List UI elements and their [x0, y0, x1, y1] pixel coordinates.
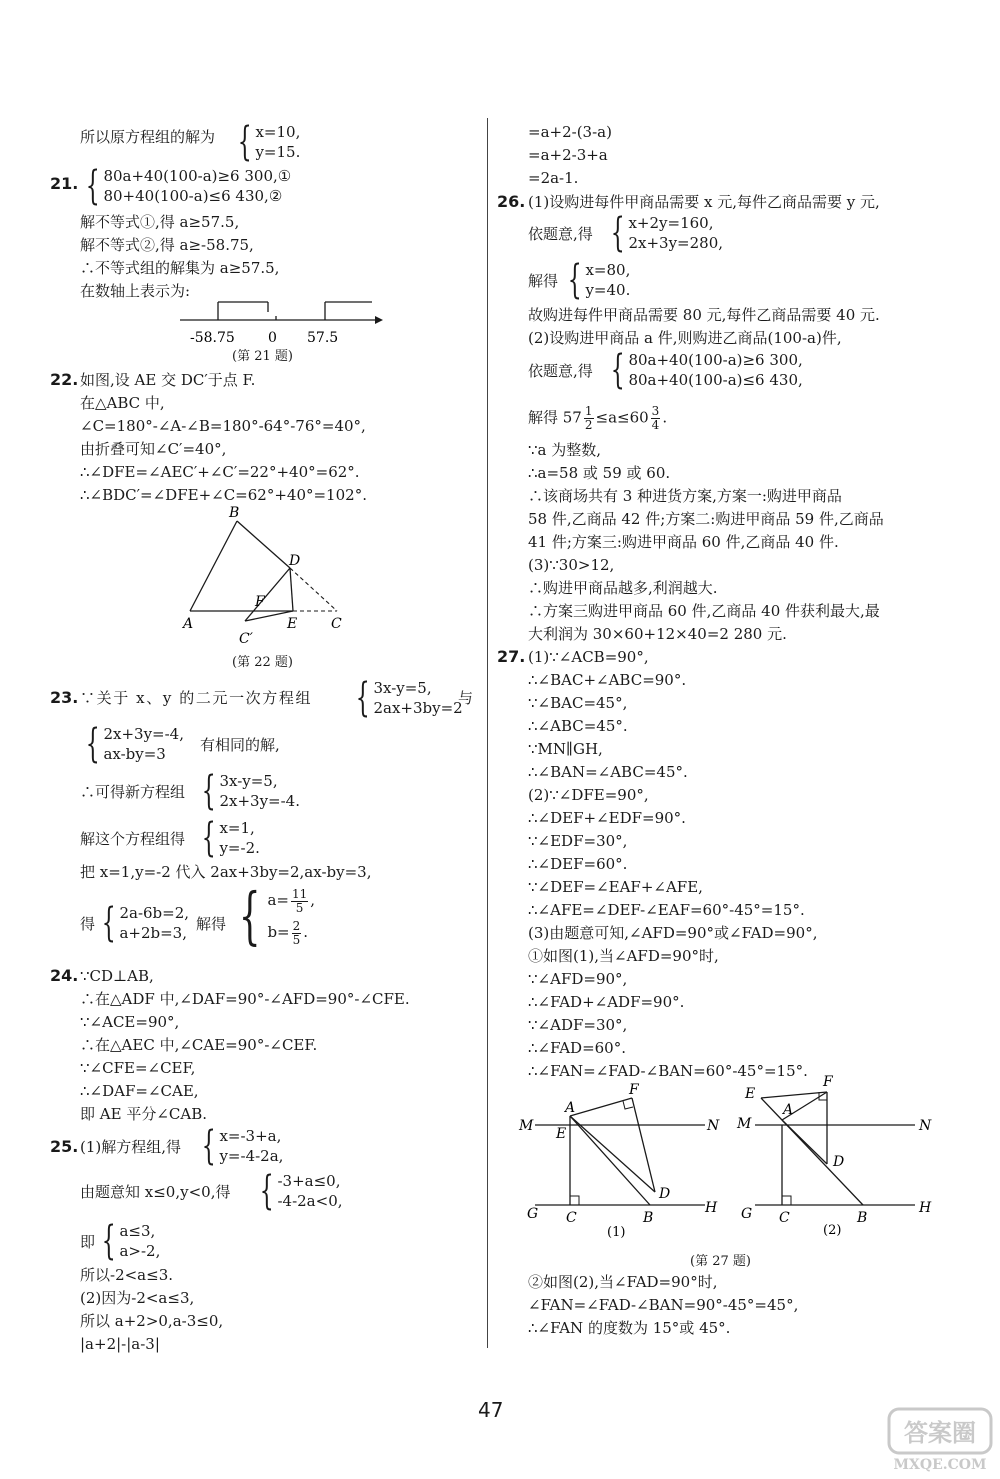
text-line: 由题意知 x≤0,y<0,得: [80, 1183, 231, 1201]
text-line: ∴∠FAD+∠ADF=90°.: [528, 993, 685, 1011]
eq-row: y=15.: [255, 143, 301, 161]
question-number: 23.: [50, 688, 79, 707]
text-line: ②如图(2),当∠FAD=90°时,: [528, 1273, 718, 1291]
text-line: ∴∠DFE=∠AEC′+∠C′=22°+40°=62°.: [80, 463, 360, 481]
text-line: ∵∠ACE=90°,: [80, 1013, 180, 1031]
triangle-figure-22: [175, 503, 365, 653]
text-line: ∴不等式组的解集为 a≥57.5,: [80, 259, 280, 277]
eq-row: 2a-6b=2,: [119, 904, 190, 922]
text-line: 41 件;方案三:购进甲商品 60 件,乙商品 40 件.: [528, 533, 839, 551]
text-line: ∴购进甲商品越多,利润越大.: [528, 579, 718, 597]
text-line: ∠C=180°-∠A-∠B=180°-64°-76°=40°,: [80, 417, 366, 435]
tick-label: 0: [268, 330, 277, 346]
eq-row: y=40.: [585, 281, 631, 299]
point-label: B: [857, 1210, 868, 1226]
text-line: (1)设购进每件甲商品需要 x 元,每件乙商品需要 y 元,: [528, 193, 880, 211]
point-label: A: [183, 616, 194, 632]
eq-row: a+2b=3,: [119, 924, 187, 942]
point-label: C: [779, 1210, 790, 1226]
point-label: F: [255, 594, 265, 610]
point-label: H: [919, 1200, 932, 1216]
figure-caption: (第 27 题): [690, 1254, 751, 1269]
text-line: 解不等式①,得 a≥57.5,: [80, 213, 240, 231]
eq-row: y=-2.: [219, 839, 260, 857]
point-label: D: [289, 553, 301, 569]
text-line: ∴在△ADF 中,∠DAF=90°-∠AFD=90°-∠CFE.: [80, 990, 410, 1008]
equation-system: { a≤3, a>-2,: [101, 1218, 161, 1264]
text-line: (3)由题意可知,∠AFD=90°或∠FAD=90°,: [528, 924, 818, 942]
figure-caption: (第 22 题): [232, 655, 293, 670]
number-line-figure: [180, 296, 390, 346]
tick-label: 57.5: [307, 330, 339, 346]
point-label: G: [741, 1206, 753, 1222]
point-label: C: [566, 1210, 577, 1226]
svg-text:答案圈: 答案圈: [904, 1418, 976, 1447]
eq-row: 2x+3y=-4.: [219, 792, 300, 810]
text-line: 解得 57 $\frac{1}{2}$ ≤a≤60 $\frac{3}{4}$ .: [528, 404, 668, 432]
text-line: ∴该商场共有 3 种进货方案,方案一:购进甲商品: [528, 487, 842, 505]
equation-system: { 2a-6b=2, a+2b=3,: [101, 900, 190, 946]
eq-row: 80a+40(100-a)≥6 300,①: [103, 167, 292, 185]
text-line: ∵CD⊥AB,: [80, 967, 154, 985]
equation-system: { x=80, y=40.: [567, 257, 631, 303]
text-line: ∴∠BAN=∠ABC=45°.: [528, 763, 688, 781]
text-line: 把 x=1,y=-2 代入 2ax+3by=2,ax-by=3,: [80, 863, 372, 881]
eq-row: x=10,: [255, 123, 301, 141]
question-number: 21.: [50, 174, 79, 193]
text-line: ∵∠ADF=30°,: [528, 1016, 628, 1034]
text-line: ∴∠FAD=60°.: [528, 1039, 626, 1057]
text-line: =2a-1.: [528, 169, 579, 187]
text-line: 依题意,得: [528, 362, 593, 380]
text-line: ∵∠CFE=∠CEF,: [80, 1059, 196, 1077]
text-line: 有相同的解,: [200, 736, 280, 754]
eq-row: 80a+40(100-a)≥6 300,: [628, 351, 803, 369]
text-line: ∴∠AFE=∠DEF-∠EAF=60°-45°=15°.: [528, 901, 805, 919]
question-number: 24.: [50, 966, 79, 985]
text-line: ∴在△AEC 中,∠CAE=90°-∠CEF.: [80, 1036, 318, 1054]
text-line: 所以-2<a≤3.: [80, 1266, 174, 1284]
equation-system: { a= $\frac{11}{5}$ , b= $\frac{2}{5}$ .: [238, 879, 316, 952]
text-line: ∴方案三购进甲商品 60 件,乙商品 40 件获利最大,最: [528, 602, 880, 620]
equation-system: { 3x-y=5, 2x+3y=-4.: [201, 768, 300, 814]
text-line: ∵∠EDF=30°,: [528, 832, 628, 850]
column-divider: [487, 118, 488, 1348]
eq-row: a= $\frac{11}{5}$ ,: [267, 886, 316, 915]
text-line: 故购进每件甲商品需要 80 元,每件乙商品需要 40 元.: [528, 306, 880, 324]
text-line: ∵MN∥GH,: [528, 740, 603, 758]
question-number: 22.: [50, 370, 79, 389]
text-line: ∵a 为整数,: [528, 441, 602, 459]
point-label: N: [707, 1118, 720, 1134]
text-line: 所以原方程组的解为: [80, 128, 216, 146]
text-line: ∵∠AFD=90°,: [528, 970, 628, 988]
point-label: E: [745, 1086, 756, 1102]
text-line: 即: [80, 1233, 96, 1251]
text-line: (2)因为-2<a≤3,: [80, 1289, 195, 1307]
eq-row: x=80,: [585, 261, 631, 279]
text-line: 解得: [196, 915, 227, 933]
text-line: 在数轴上表示为:: [80, 282, 191, 300]
svg-text:MXQE.COM: MXQE.COM: [893, 1457, 987, 1473]
eq-row: 2x+3y=280,: [628, 234, 724, 252]
equation-system: { 80a+40(100-a)≥6 300, 80a+40(100-a)≤6 430,: [610, 347, 803, 393]
text-line: ∵∠DEF=∠EAF+∠AFE,: [528, 878, 703, 896]
text-line: ∠FAN=∠FAD-∠BAN=90°-45°=45°,: [528, 1296, 799, 1314]
point-label: M: [519, 1118, 534, 1134]
text-line: ∴a=58 或 59 或 60.: [528, 464, 671, 482]
point-label: F: [629, 1082, 639, 1098]
text-line: (2)∵∠DFE=90°,: [528, 786, 649, 804]
eq-row: 3x-y=5,: [219, 772, 278, 790]
page-number: 47: [478, 1398, 504, 1422]
text-line: ∴∠DAF=∠CAE,: [80, 1082, 199, 1100]
text-line: (3)∵30>12,: [528, 556, 615, 574]
point-label: E: [287, 616, 298, 632]
eq-row: -3+a≤0,: [277, 1172, 341, 1190]
text-line: ∴可得新方程组: [80, 783, 186, 801]
text-line: ∴∠FAN=∠FAD-∠BAN=60°-45°=15°.: [528, 1062, 808, 1080]
text-line: ∴∠ABC=45°.: [528, 717, 628, 735]
point-label: D: [833, 1154, 845, 1170]
text-line: 与: [458, 689, 474, 707]
eq-row: 3x-y=5,: [373, 679, 432, 697]
watermark-logo: [885, 1405, 995, 1475]
geometry-figure-27-2: [735, 1068, 940, 1240]
text-line: |a+2|-|a-3|: [80, 1335, 160, 1353]
text-line: ∵∠BAC=45°,: [528, 694, 628, 712]
eq-row: x=1,: [219, 819, 255, 837]
eq-row: 80+40(100-a)≤6 430,②: [103, 187, 283, 205]
eq-row: x=-3+a,: [219, 1127, 282, 1145]
eq-row: y=-4-2a,: [219, 1147, 284, 1165]
point-label: N: [919, 1118, 932, 1134]
question-number: 27.: [497, 647, 526, 666]
point-label: H: [705, 1200, 718, 1216]
point-label: M: [737, 1116, 752, 1132]
text-line: ∴∠BAC+∠ABC=90°.: [528, 671, 687, 689]
eq-row: -4-2a<0,: [277, 1192, 343, 1210]
text-line: (2)设购进甲商品 a 件,则购进乙商品(100-a)件,: [528, 329, 842, 347]
question-number: 25.: [50, 1137, 79, 1156]
text-line: =a+2-(3-a): [528, 123, 612, 141]
text-line: (1)∵∠ACB=90°,: [528, 648, 649, 666]
eq-row: 2ax+3by=2: [373, 699, 463, 717]
point-label: A: [783, 1102, 794, 1118]
tick-label: -58.75: [190, 330, 235, 346]
equation-system: { x=1, y=-2.: [201, 815, 260, 861]
equation-system: { -3+a≤0, -4-2a<0,: [259, 1168, 343, 1214]
text-line: 大利润为 30×60+12×40=2 280 元.: [528, 625, 787, 643]
text-line: ∴∠DEF=60°.: [528, 855, 628, 873]
eq-row: a>-2,: [119, 1242, 161, 1260]
equation-system: { 2x+3y=-4, ax-by=3: [85, 721, 184, 767]
point-label: B: [643, 1210, 654, 1226]
point-label: C′: [239, 631, 253, 647]
point-label: E: [556, 1126, 567, 1142]
sub-caption: (2): [823, 1223, 842, 1238]
equation-system: { 3x-y=5, 2ax+3by=2: [355, 675, 463, 721]
text-line: 在△ABC 中,: [80, 394, 165, 412]
point-label: G: [527, 1206, 539, 1222]
eq-row: ax-by=3: [103, 745, 166, 763]
text-line: 依题意,得: [528, 225, 593, 243]
equation-system: { 80a+40(100-a)≥6 300,① 80+40(100-a)≤6 430,②: [85, 163, 292, 209]
sub-caption: (1): [607, 1225, 626, 1240]
question-number: 26.: [497, 192, 526, 211]
text-line: ∴∠BDC′=∠DFE+∠C=62°+40°=102°.: [80, 486, 367, 504]
text-line: 解得: [528, 272, 559, 290]
eq-row: b= $\frac{2}{5}$ .: [267, 918, 309, 947]
eq-row: 2x+3y=-4,: [103, 725, 184, 743]
figure-caption: (第 21 题): [232, 349, 293, 364]
text-line: ∵关于 x、y 的二元一次方程组: [80, 689, 313, 707]
text-line: ①如图(1),当∠AFD=90°时,: [528, 947, 719, 965]
geometry-figure-27-1: [515, 1080, 725, 1240]
equation-system: { x=-3+a, y=-4-2a,: [201, 1123, 284, 1169]
eq-row: 80a+40(100-a)≤6 430,: [628, 371, 803, 389]
text-line: 解不等式②,得 a≥-58.75,: [80, 236, 254, 254]
text-line: 由折叠可知∠C′=40°,: [80, 440, 227, 458]
text-line: 得: [80, 915, 96, 933]
text-line: ∴∠DEF+∠EDF=90°.: [528, 809, 686, 827]
text-line: 即 AE 平分∠CAB.: [80, 1105, 207, 1123]
text-line: (1)解方程组,得: [80, 1138, 182, 1156]
equation-system: { x+2y=160, 2x+3y=280,: [610, 210, 724, 256]
equation-system: { x=10, y=15.: [237, 119, 301, 165]
point-label: F: [823, 1074, 833, 1090]
point-label: D: [659, 1186, 671, 1202]
eq-row: a≤3,: [119, 1222, 156, 1240]
text-line: 58 件,乙商品 42 件;方案二:购进甲商品 59 件,乙商品: [528, 510, 884, 528]
eq-row: x+2y=160,: [628, 214, 714, 232]
text-line: 所以 a+2>0,a-3≤0,: [80, 1312, 224, 1330]
point-label: B: [229, 505, 240, 521]
point-label: C: [331, 616, 342, 632]
text-line: =a+2-3+a: [528, 146, 608, 164]
text-line: 解这个方程组得: [80, 830, 186, 848]
text-line: 如图,设 AE 交 DC′于点 F.: [80, 371, 256, 389]
point-label: A: [565, 1100, 576, 1116]
text-line: ∴∠FAN 的度数为 15°或 45°.: [528, 1319, 731, 1337]
